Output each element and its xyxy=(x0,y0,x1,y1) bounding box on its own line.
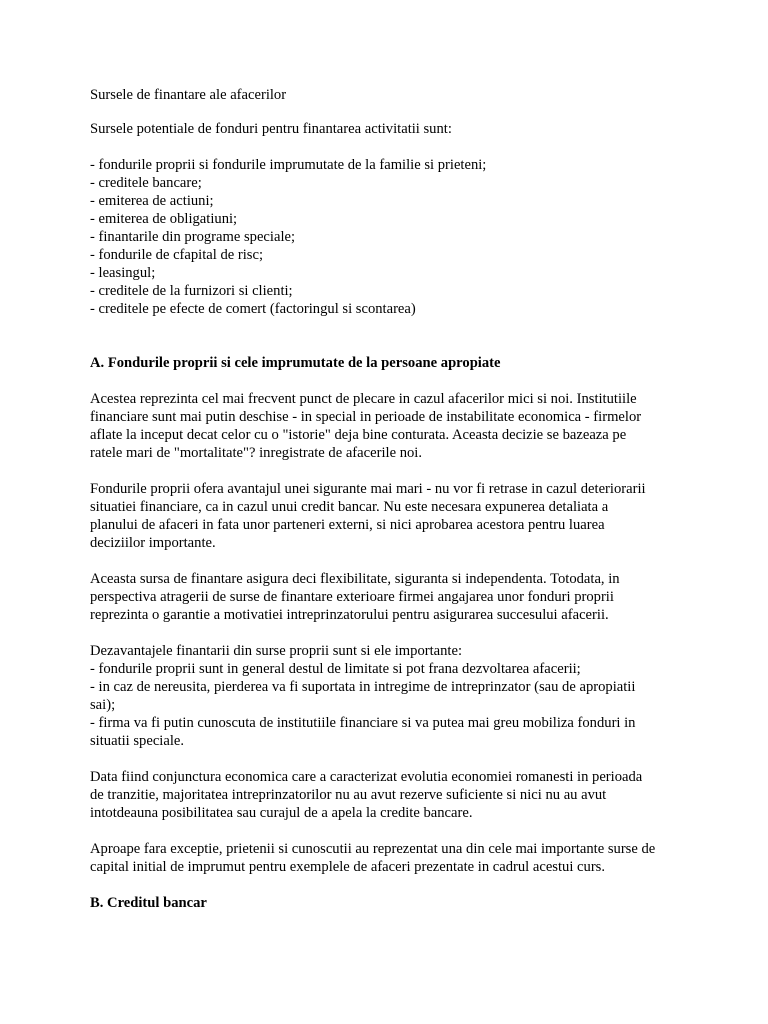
text-line: financiare sunt mai putin deschise - in special in perioade de instabilitate economica - firmelor xyxy=(90,409,642,425)
text-line: - firma va fi putin cunoscuta de institutiile financiare si va putea mai greu mobiliza fonduri in xyxy=(90,715,636,731)
text-line: intotdeauna posibilitatea sau curajul de a apela la credite bancare. xyxy=(90,805,473,821)
text-line: Aproape fara exceptie, prietenii si cunoscutii au reprezentat una din cele mai importante surse de xyxy=(90,841,656,857)
text-line: situatii speciale. xyxy=(90,733,185,749)
list-item: - emiterea de obligatiuni; xyxy=(90,211,238,227)
list-item: - fondurile de cfapital de risc; xyxy=(90,247,264,263)
document-page xyxy=(90,86,690,930)
section-a-paragraph-2 xyxy=(90,480,690,552)
document-title: Sursele de finantare ale afacerilor xyxy=(90,87,287,103)
section-a-paragraph-3 xyxy=(90,570,690,624)
list-item: - leasingul; xyxy=(90,265,156,281)
sources-list xyxy=(90,156,690,318)
text-line: deciziilor importante. xyxy=(90,535,216,551)
section-a-paragraph-5 xyxy=(90,768,690,822)
list-item: - emiterea de actiuni; xyxy=(90,193,214,209)
text-line: perspectiva atragerii de surse de finantare exterioare firmei angajarea unor fonduri proprii xyxy=(90,589,614,605)
text-line: planului de afaceri in fata unor parteneri externi, si nici aprobarea acestora pentru luarea xyxy=(90,517,605,533)
text-line: Aceasta sursa de finantare asigura deci flexibilitate, siguranta si independenta. Totodata, in xyxy=(90,571,620,587)
text-line: sai); xyxy=(90,697,116,713)
list-item: - creditele de la furnizori si clienti; xyxy=(90,283,293,299)
section-b-heading: B. Creditul bancar xyxy=(90,895,207,911)
text-line: aflate la inceput decat celor cu o "istorie" deja bine conturata. Aceasta decizie se bazeaza pe xyxy=(90,427,627,443)
section-a-paragraph-1 xyxy=(90,390,690,462)
text-line: Data fiind conjunctura economica care a caracterizat evolutia economiei romanesti in perioada xyxy=(90,769,643,785)
text-line: ratele mari de "mortalitate"? inregistrate de afacerile noi. xyxy=(90,445,422,461)
list-item: - fondurile proprii si fondurile imprumutate de la familie si prieteni; xyxy=(90,157,487,173)
list-item: - creditele pe efecte de comert (factoringul si scontarea) xyxy=(90,301,416,317)
text-line: reprezinta o garantie a motivatiei intreprinzatorului pentru asigurarea succesului afacerii. xyxy=(90,607,609,623)
text-line: situatiei financiare, ca in cazul unui credit bancar. Nu este necesara expunerea detaliata a xyxy=(90,499,609,515)
text-line: Acestea reprezinta cel mai frecvent punct de plecare in cazul afacerilor mici si noi. Institutiile xyxy=(90,391,637,407)
text-line: Fondurile proprii ofera avantajul unei sigurante mai mari - nu vor fi retrase in cazul deteriorarii xyxy=(90,481,646,497)
text-line: capital initial de imprumut pentru exemplele de afaceri prezentate in cadrul acestui curs. xyxy=(90,859,606,875)
text-line: - in caz de nereusita, pierderea va fi suportata in intregime de intreprinzator (sau de apropiatii xyxy=(90,679,636,695)
text-line: de tranzitie, majoritatea intreprinzatorilor nu au avut rezerve suficiente si nici nu au avut xyxy=(90,787,607,803)
list-item: - creditele bancare; xyxy=(90,175,202,191)
text-line: - fondurile proprii sunt in general destul de limitate si pot frana dezvoltarea afacerii; xyxy=(90,661,581,677)
text-line: Dezavantajele finantarii din surse proprii sunt si ele importante: xyxy=(90,643,463,659)
section-a-paragraph-6 xyxy=(90,840,690,876)
section-a-heading: A. Fondurile proprii si cele imprumutate de la persoane apropiate xyxy=(90,355,501,371)
section-a-paragraph-4 xyxy=(90,642,690,750)
list-item: - finantarile din programe speciale; xyxy=(90,229,296,245)
intro-paragraph: Sursele potentiale de fonduri pentru finantarea activitatii sunt: xyxy=(90,121,452,137)
